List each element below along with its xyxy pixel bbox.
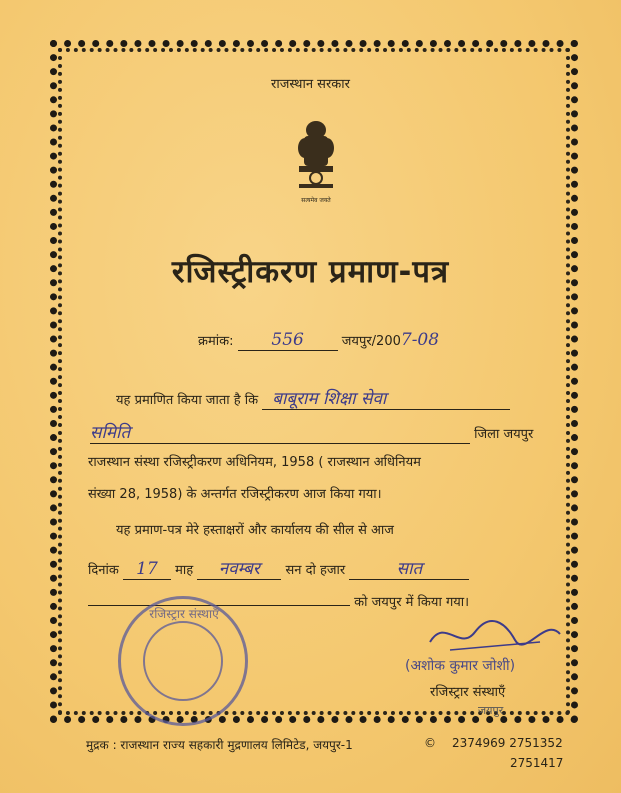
year-value: सात bbox=[396, 559, 423, 579]
date-line bbox=[88, 556, 469, 580]
number-suffix: जयपुर/200 bbox=[341, 334, 401, 349]
office-seal bbox=[118, 596, 248, 726]
national-emblem-icon bbox=[291, 118, 341, 204]
signatory-name: (अशोक कुमार जोशी) bbox=[405, 658, 516, 674]
number-value: 556 bbox=[271, 330, 304, 350]
signatory-title: रजिस्ट्रार संस्थाएँ bbox=[430, 685, 506, 700]
certify-prefix: यह प्रमाणित किया जाता है कि bbox=[116, 393, 259, 408]
society-name-line1: बाबूराम शिक्षा सेवा bbox=[272, 389, 387, 409]
month-value: नवम्बर bbox=[218, 559, 260, 579]
closing-text: को जयपुर में किया गया। bbox=[354, 595, 470, 610]
printer-phone-2: 2751417 bbox=[510, 756, 564, 770]
society-name-line2: समिति bbox=[90, 423, 131, 443]
year-field bbox=[349, 556, 469, 580]
number-label: क्रमांक: bbox=[198, 334, 234, 349]
emblem-motto: सत्यमेव जयते bbox=[301, 197, 331, 204]
signature-scribble bbox=[420, 612, 570, 657]
act-number-line: संख्या 28, 1958) के अन्तर्गत रजिस्ट्रीकरण आज किया गया। bbox=[88, 487, 382, 502]
seal-inner-ring bbox=[143, 621, 223, 701]
government-heading: राजस्थान सरकार bbox=[271, 77, 350, 92]
printer-name: मुद्रक : राजस्थान राज्य सहकारी मुद्रणालय लिमिटेड, जयपुर-1 bbox=[86, 738, 353, 752]
society-name-field-1 bbox=[262, 386, 510, 410]
year-label: सन दो हजार bbox=[285, 563, 346, 578]
seal-text: रजिस्ट्रार संस्थाएँ bbox=[149, 607, 219, 621]
society-line-2 bbox=[90, 420, 533, 444]
society-name-field-2 bbox=[90, 420, 470, 444]
printer-phones: 2374969 2751352 bbox=[452, 736, 563, 750]
district-label: जिला जयपुर bbox=[474, 427, 534, 442]
number-field bbox=[238, 330, 338, 351]
act-line: राजस्थान संस्था रजिस्ट्रीकरण अधिनियम, 1958 ( राजस्थान अधिनियम bbox=[88, 455, 421, 470]
certificate-title: रजिस्ट्रीकरण प्रमाण-पत्र bbox=[171, 254, 450, 290]
month-field bbox=[197, 556, 281, 580]
date-field bbox=[123, 559, 171, 580]
signatory-place: जयपुर bbox=[478, 704, 504, 717]
number-row bbox=[198, 330, 439, 351]
number-year: 7-08 bbox=[400, 330, 440, 350]
date-day: 17 bbox=[136, 559, 158, 579]
date-label: दिनांक bbox=[88, 563, 119, 578]
month-label: माह bbox=[175, 563, 194, 578]
phone-icon: © bbox=[424, 736, 436, 750]
seal-statement-line: यह प्रमाण-पत्र मेरे हस्ताक्षरों और कार्यालय की सील से आज bbox=[116, 523, 394, 538]
certify-line bbox=[116, 386, 510, 410]
